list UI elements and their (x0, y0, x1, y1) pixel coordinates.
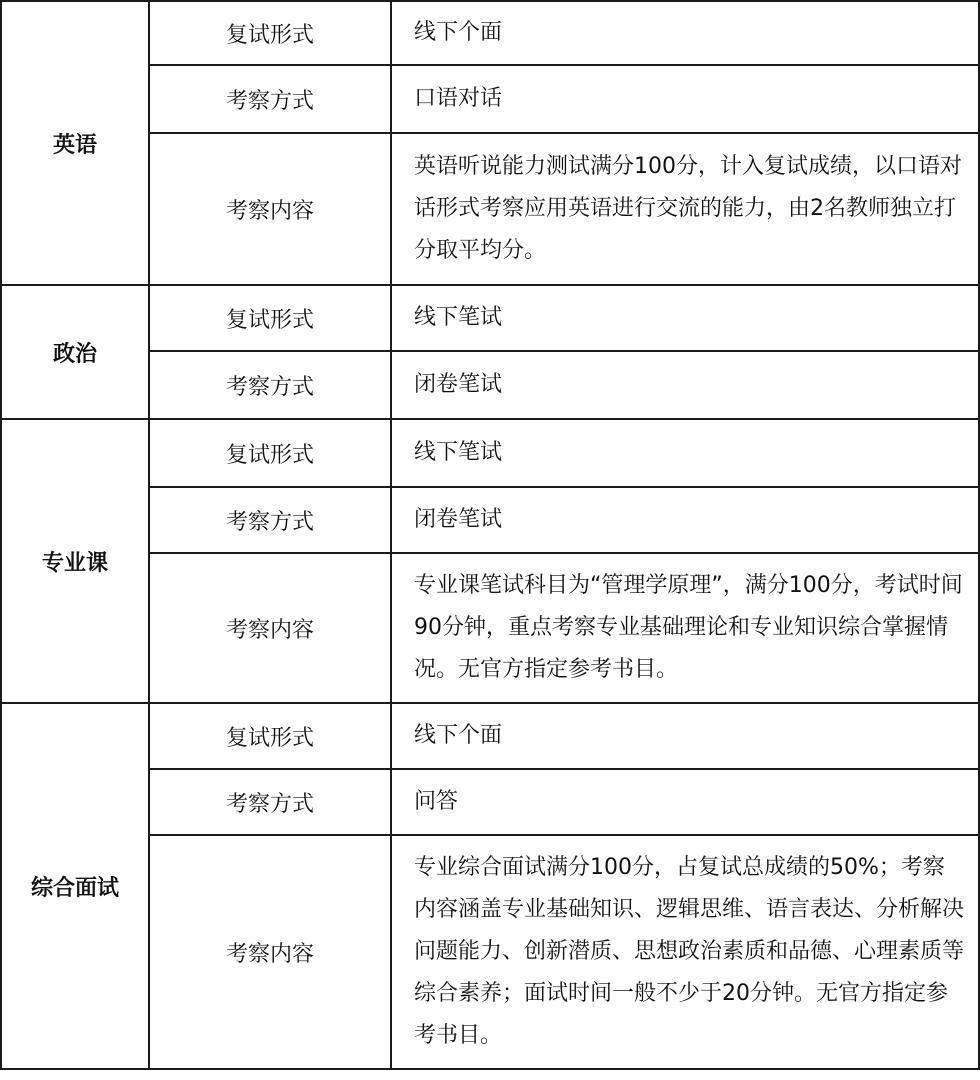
row-label: 复试形式 (149, 1, 391, 65)
row-value: 专业综合面试满分100分，占复试总成绩的50%；考察内容涵盖专业基础知识、逻辑思维、语言表达、分析解决问题能力、创新潜质、思想政治素质和品德、心理素质等综合素养；面试时间一般不少于20分钟。无官方指定参考书目。 (391, 835, 979, 1069)
row-label: 考察方式 (149, 487, 391, 553)
row-value: 闭卷笔试 (391, 487, 979, 553)
subject-cell-english: 英语 (1, 1, 149, 285)
subject-cell-interview: 综合面试 (1, 703, 149, 1069)
row-value: 线下个面 (391, 1, 979, 65)
row-label: 考察内容 (149, 553, 391, 703)
table-row (1, 703, 979, 769)
row-label: 复试形式 (149, 285, 391, 351)
row-label: 复试形式 (149, 419, 391, 487)
row-label: 考察方式 (149, 65, 391, 133)
row-value: 问答 (391, 769, 979, 835)
row-label: 复试形式 (149, 703, 391, 769)
subject-cell-major-course: 专业课 (1, 419, 149, 703)
row-label: 考察内容 (149, 133, 391, 285)
table-row (1, 419, 979, 487)
row-label: 考察方式 (149, 351, 391, 419)
table-row (1, 285, 979, 351)
row-value: 专业课笔试科目为“管理学原理”，满分100分，考试时间90分钟，重点考察专业基础理论和专业知识综合掌握情况。无官方指定参考书目。 (391, 553, 979, 703)
row-value: 口语对话 (391, 65, 979, 133)
row-label: 考察方式 (149, 769, 391, 835)
row-value: 线下笔试 (391, 419, 979, 487)
subject-cell-politics: 政治 (1, 285, 149, 419)
row-value: 闭卷笔试 (391, 351, 979, 419)
table-row (1, 1, 979, 65)
row-value: 线下笔试 (391, 285, 979, 351)
row-value: 英语听说能力测试满分100分，计入复试成绩，以口语对话形式考察应用英语进行交流的能力，由2名教师独立打分取平均分。 (391, 133, 979, 285)
row-value: 线下个面 (391, 703, 979, 769)
row-label: 考察内容 (149, 835, 391, 1069)
